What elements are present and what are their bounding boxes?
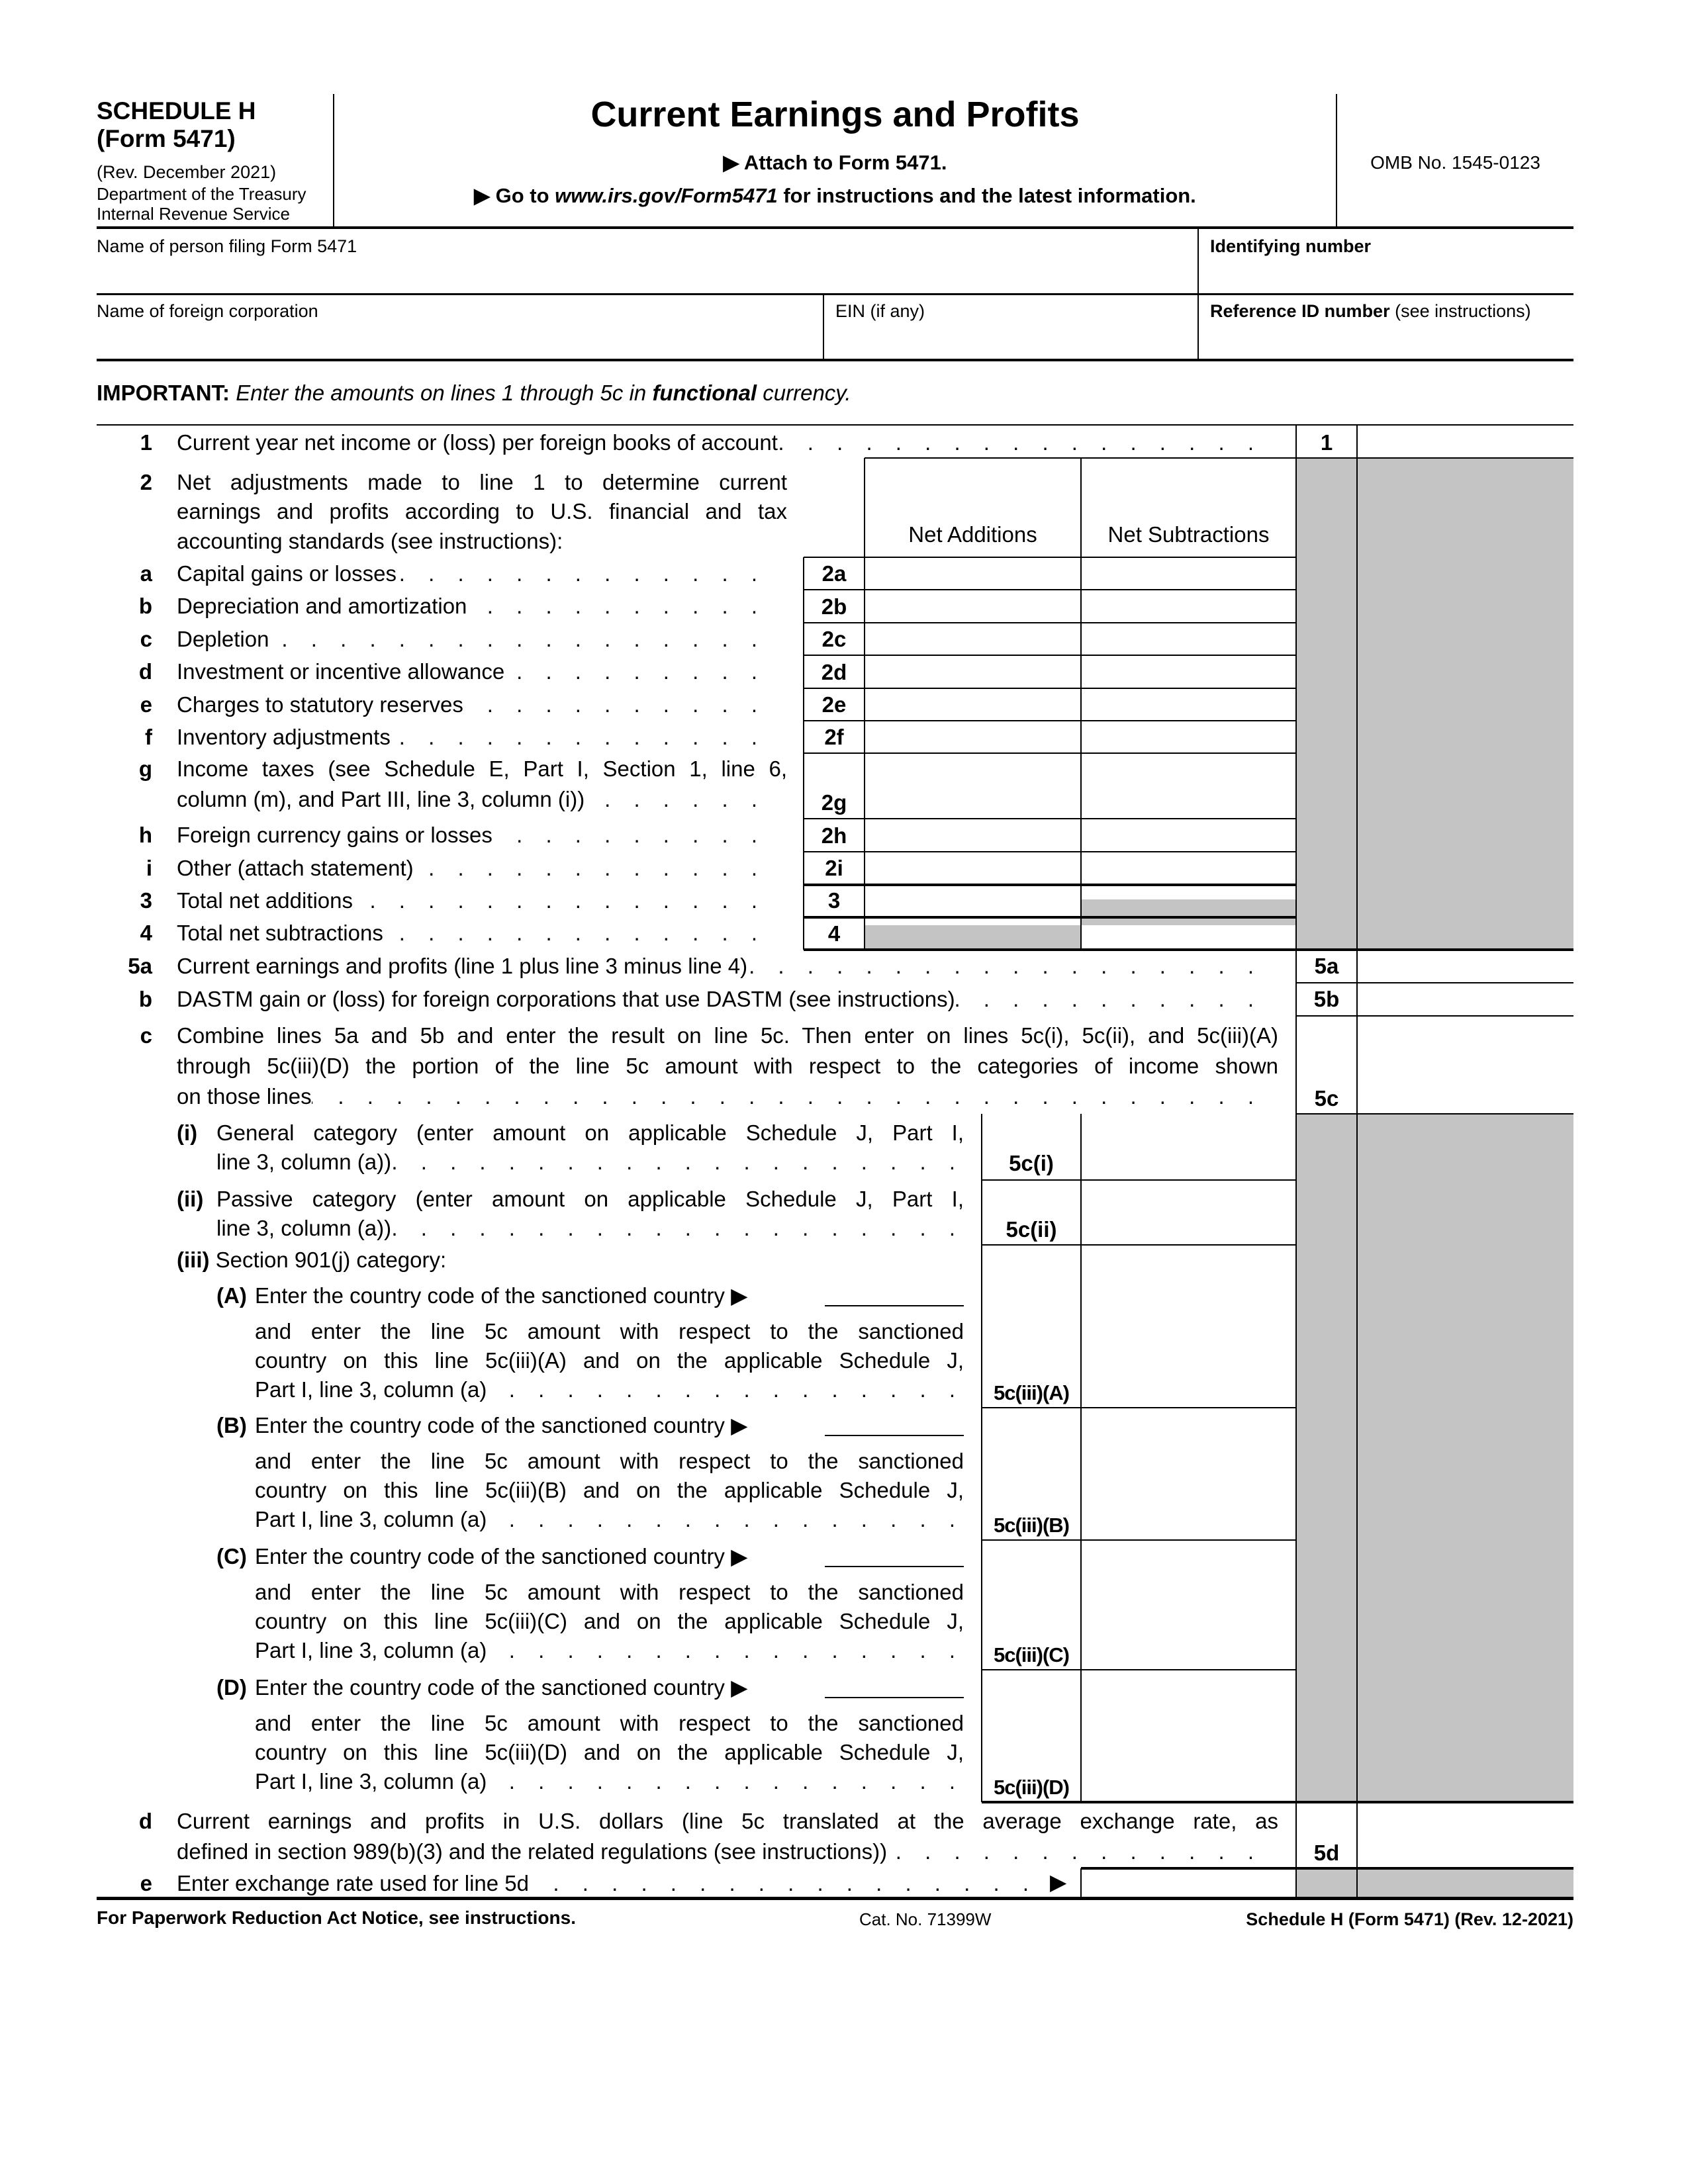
- line-label: [177, 561, 766, 587]
- right-triangle-arrow-icon: ▶: [731, 1283, 748, 1308]
- divider: [804, 655, 1296, 656]
- line-text: and enter the line 5c amount with respect to the sanctioned: [255, 1711, 964, 1735]
- net-additions-input-3[interactable]: [866, 886, 1080, 916]
- line-number: (iii): [177, 1248, 210, 1272]
- net-subtractions-input-2i[interactable]: [1082, 853, 1295, 884]
- line-box-label: 2f: [824, 725, 844, 749]
- name-filing-label: Name of person filing Form 5471: [97, 236, 357, 256]
- line-text: Part I, line 3, column (a): [255, 1769, 487, 1794]
- schedule-label: SCHEDULE H: [97, 97, 256, 124]
- dot-leader: [391, 1149, 964, 1175]
- line-5e-label: [177, 1870, 1037, 1897]
- line-text: Income taxes (see Schedule E, Part I, Section 1, line 6,: [177, 756, 787, 781]
- line-text: Enter the country code of the sanctioned country: [255, 1283, 725, 1308]
- line-5a-amount-input[interactable]: [1358, 951, 1573, 982]
- line-box-label: 2e: [821, 692, 847, 717]
- line-text: Enter the country code of the sanctioned country: [255, 1413, 725, 1437]
- line-5cii-text: Passive category (enter amount on applicable Schedule J, Part I,: [216, 1187, 964, 1211]
- line-number: c: [140, 1023, 152, 1048]
- divider: [982, 1244, 1296, 1246]
- divider: [97, 1897, 1573, 1900]
- line-text: Section 901(j) category:: [215, 1248, 447, 1272]
- line-text: Part I, line 3, column (a): [255, 1507, 487, 1531]
- dot-leader: [269, 626, 766, 653]
- line-number: (D): [216, 1675, 247, 1700]
- ref-rest: (see instructions): [1389, 301, 1531, 321]
- net-subtractions-input-2f[interactable]: [1082, 722, 1295, 752]
- foreign-corp-label: Name of foreign corporation: [97, 301, 318, 321]
- exchange-rate-input[interactable]: [1082, 1870, 1295, 1897]
- net-subtractions-header: Net Subtractions: [1107, 522, 1270, 547]
- line-5a-label: [177, 953, 1262, 979]
- line-text: defined in section 989(b)(3) and the related regulations (see instructions)): [177, 1839, 888, 1864]
- right-triangle-arrow-icon: ▶: [731, 1544, 748, 1569]
- attach-text: Attach to Form 5471.: [743, 151, 947, 174]
- country-code-label: [255, 1543, 748, 1570]
- line-1-amount-input[interactable]: [1358, 428, 1573, 458]
- line-number: (A): [216, 1283, 247, 1308]
- instructions-link[interactable]: www.irs.gov/Form5471: [555, 184, 778, 207]
- net-subtractions-input-2d[interactable]: [1082, 657, 1295, 688]
- line-text: country on this line 5c(iii)(D) and on the applicable Schedule J,: [255, 1740, 964, 1764]
- right-triangle-arrow-icon: ▶: [731, 1675, 748, 1700]
- divider: [804, 688, 1296, 689]
- line-text: Current earnings and profits (line 1 plus line 3 minus line 4): [177, 954, 748, 978]
- shaded-area: [1296, 458, 1573, 950]
- line-text: Depreciation and amortization: [177, 594, 467, 618]
- dot-leader: [504, 659, 766, 685]
- divider: [804, 851, 1296, 852]
- dot-leader: [312, 1083, 1262, 1110]
- line-box-label: 5a: [1314, 954, 1339, 978]
- line-2-text: accounting standards (see instructions):: [177, 529, 563, 553]
- line-5ciii-label: [177, 1247, 446, 1273]
- line-label: [177, 593, 766, 619]
- country-code-input[interactable]: [825, 1305, 964, 1306]
- department: Department of the Treasury: [97, 184, 306, 204]
- line-box-label: 2d: [821, 660, 847, 684]
- line-text: Depletion: [177, 627, 269, 651]
- line-text: Total net additions: [177, 888, 353, 913]
- line-5d-text: [177, 1839, 1262, 1865]
- line-box-label: 5c(iii)(A): [994, 1381, 1069, 1404]
- dot-leader: [492, 822, 766, 848]
- line-text: Enter the country code of the sanctioned country: [255, 1544, 725, 1569]
- line-box-label: 5c: [1314, 1086, 1339, 1111]
- line-number: (B): [216, 1413, 247, 1437]
- line-text: Charges to statutory reserves: [177, 692, 463, 717]
- line-number: g: [138, 756, 152, 781]
- dot-leader: [487, 1768, 964, 1795]
- line-5c-text: Combine lines 5a and 5b and enter the result on line 5c. Then enter on lines 5c(i), 5c(ii), and 5c(iii)(A): [177, 1023, 1278, 1048]
- right-triangle-arrow-icon: ▶: [731, 1413, 748, 1437]
- divider: [1080, 1868, 1082, 1898]
- line-box-label: 5c(i): [1009, 1151, 1054, 1175]
- line-text: Total net subtractions: [177, 921, 383, 945]
- page-title: Current Earnings and Profits: [590, 95, 1080, 134]
- line-5c-text: [177, 1083, 1262, 1110]
- line-label: [177, 920, 766, 946]
- line-box-label: 3: [827, 888, 841, 913]
- line-text: Other (attach statement): [177, 856, 414, 880]
- line-5cii-amount-input[interactable]: [1082, 1181, 1295, 1244]
- line-1-label: [177, 430, 1262, 456]
- line-box-label: 5b: [1313, 987, 1340, 1011]
- line-text: country on this line 5c(iii)(B) and on the applicable Schedule J,: [255, 1478, 964, 1502]
- line-box-label: 1: [1320, 430, 1333, 455]
- divider: [823, 294, 824, 360]
- line-label: [177, 692, 766, 718]
- country-code-input[interactable]: [825, 1566, 964, 1567]
- divider: [804, 622, 1296, 623]
- line-text: line 3, column (a)): [216, 1150, 392, 1174]
- line-text: Capital gains or losses: [177, 561, 397, 586]
- line-5ci-text: [216, 1149, 964, 1175]
- line-5b-amount-input[interactable]: [1358, 983, 1573, 1015]
- line-text: Current year net income or (loss) per foreign books of account: [177, 430, 778, 455]
- shaded-area: [1296, 1114, 1573, 1802]
- divider: [1296, 1113, 1573, 1115]
- net-additions-input-2e[interactable]: [866, 690, 1080, 720]
- country-code-label: [255, 1412, 748, 1439]
- line-5cii-text: [216, 1215, 964, 1242]
- instructions-note: [334, 183, 1336, 209]
- line-5d-amount-input[interactable]: [1358, 1803, 1573, 1868]
- dot-leader: [487, 1506, 964, 1533]
- sanctioned-amount-input[interactable]: [1082, 1671, 1295, 1801]
- line-5ci-amount-input[interactable]: [1082, 1115, 1295, 1179]
- line-number: d: [138, 1809, 152, 1833]
- net-additions-input-2g[interactable]: [866, 754, 1080, 818]
- divider: [982, 1407, 1296, 1408]
- dot-leader: [529, 1870, 1037, 1897]
- right-triangle-arrow-icon: ▶: [1050, 1870, 1067, 1894]
- line-label: [255, 1377, 964, 1403]
- line-number: 3: [140, 888, 152, 913]
- divider: [97, 424, 1573, 426]
- sanctioned-amount-input[interactable]: [1082, 1541, 1295, 1669]
- goto-text-rest: for instructions and the latest information.: [777, 184, 1196, 207]
- line-number: c: [140, 627, 152, 651]
- net-subtractions-input-4[interactable]: [1082, 918, 1295, 949]
- dot-leader: [778, 430, 1262, 456]
- agency: Internal Revenue Service: [97, 204, 290, 224]
- line-text: country on this line 5c(iii)(C) and on the applicable Schedule J,: [255, 1609, 964, 1633]
- arrow-icon: ▶: [474, 184, 496, 207]
- net-subtractions-input-2a[interactable]: [1082, 559, 1295, 589]
- line-text: Inventory adjustments: [177, 725, 391, 749]
- important-bold: functional: [652, 381, 757, 405]
- dot-leader: [955, 986, 1262, 1013]
- dot-leader: [887, 1839, 1262, 1865]
- dot-leader: [391, 1215, 964, 1242]
- sanctioned-amount-input[interactable]: [1082, 1246, 1295, 1407]
- dot-leader: [747, 953, 1262, 979]
- line-box-label: 2c: [821, 627, 847, 651]
- line-box-label: 2h: [821, 823, 847, 848]
- line-number: 4: [140, 921, 152, 945]
- line-label: [177, 626, 766, 653]
- line-text: and enter the line 5c amount with respect to the sanctioned: [255, 1580, 964, 1604]
- net-additions-input-2h[interactable]: [866, 820, 1080, 851]
- net-additions-input-2a[interactable]: [866, 559, 1080, 589]
- line-number: e: [140, 692, 152, 717]
- line-5ci-text: General category (enter amount on applicable Schedule J, Part I,: [216, 1120, 964, 1145]
- line-5c-amount-input[interactable]: [1358, 1017, 1573, 1113]
- line-number: 5a: [128, 954, 152, 978]
- important-text: Enter the amounts on lines 1 through 5c in: [230, 381, 653, 405]
- net-subtractions-input-2g[interactable]: [1082, 754, 1295, 818]
- line-text: country on this line 5c(iii)(A) and on the applicable Schedule J,: [255, 1348, 964, 1373]
- divider: [804, 557, 1296, 558]
- line-text: Investment or incentive allowance: [177, 659, 505, 684]
- divider: [804, 589, 1296, 590]
- net-additions-input-2c[interactable]: [866, 624, 1080, 655]
- net-additions-input-2f[interactable]: [866, 722, 1080, 752]
- line-box-label: 5c(iii)(D): [994, 1776, 1069, 1799]
- net-subtractions-input-2c[interactable]: [1082, 624, 1295, 655]
- important-note: [97, 380, 851, 406]
- net-additions-input-2d[interactable]: [866, 657, 1080, 688]
- shaded-cell: [865, 925, 1081, 950]
- dot-leader: [397, 561, 766, 587]
- line-number: f: [145, 725, 152, 749]
- net-subtractions-input-2e[interactable]: [1082, 690, 1295, 720]
- divider: [1295, 425, 1297, 1898]
- country-code-label: [255, 1674, 748, 1701]
- line-text: on those lines: [177, 1084, 312, 1109]
- divider: [1356, 425, 1358, 1898]
- net-additions-input-2i[interactable]: [866, 853, 1080, 884]
- line-text: and enter the line 5c amount with respect to the sanctioned: [255, 1319, 964, 1343]
- dot-leader: [391, 724, 766, 751]
- line-box-label: 2a: [821, 561, 847, 586]
- divider: [982, 1669, 1296, 1670]
- line-number: d: [138, 659, 152, 684]
- form-number: (Form 5471): [97, 125, 236, 152]
- line-number: b: [138, 987, 152, 1011]
- divider: [804, 720, 1296, 721]
- line-text: Part I, line 3, column (a): [255, 1377, 487, 1402]
- shaded-area: [1296, 1868, 1573, 1898]
- line-text: line 3, column (a)): [216, 1216, 392, 1240]
- line-label: [255, 1506, 964, 1533]
- line-number: (ii): [177, 1187, 204, 1211]
- line-5d-text: Current earnings and profits in U.S. dollars (line 5c translated at the average exchange rate, as: [177, 1809, 1278, 1833]
- line-box-label: 5c(iii)(C): [994, 1643, 1069, 1666]
- line-label: [177, 659, 766, 685]
- line-number: (C): [216, 1544, 247, 1569]
- net-additions-header: Net Additions: [908, 522, 1037, 547]
- important-text-end: currency.: [757, 381, 851, 405]
- line-number: a: [140, 561, 152, 586]
- line-number: e: [140, 1871, 152, 1895]
- line-box-label: 5d: [1313, 1841, 1340, 1865]
- country-code-input[interactable]: [825, 1697, 964, 1698]
- dot-leader: [463, 692, 766, 718]
- line-number: b: [138, 594, 152, 618]
- paperwork-notice: For Paperwork Reduction Act Notice, see instructions.: [97, 1907, 576, 1928]
- dot-leader: [414, 855, 766, 882]
- line-2-text: Net adjustments made to line 1 to determine current: [177, 470, 787, 494]
- line-text: and enter the line 5c amount with respect to the sanctioned: [255, 1449, 964, 1473]
- dot-leader: [585, 786, 766, 813]
- net-subtractions-input-2h[interactable]: [1082, 820, 1295, 851]
- divider: [97, 359, 1573, 361]
- country-code-label: [255, 1283, 748, 1309]
- line-box-label: 2b: [821, 594, 847, 619]
- line-number: i: [146, 856, 152, 880]
- net-subtractions-input-2b[interactable]: [1082, 591, 1295, 622]
- line-text: Enter the country code of the sanctioned country: [255, 1675, 725, 1700]
- line-number: 2: [140, 470, 152, 494]
- line-number: h: [138, 823, 152, 847]
- sanctioned-amount-input[interactable]: [1082, 1409, 1295, 1539]
- line-box-label: 5c(iii)(B): [994, 1514, 1069, 1537]
- dot-leader: [467, 593, 766, 619]
- divider: [804, 818, 1296, 819]
- dot-leader: [353, 887, 766, 914]
- net-additions-input-2b[interactable]: [866, 591, 1080, 622]
- line-5b-label: [177, 986, 1262, 1013]
- line-box-label: 2g: [821, 790, 847, 815]
- line-label: [177, 822, 766, 848]
- important-label: IMPORTANT:: [97, 381, 230, 405]
- divider: [982, 1539, 1296, 1541]
- line-5c-text: through 5c(iii)(D) the portion of the line 5c amount with respect to the categories of income shown: [177, 1054, 1278, 1078]
- catalog-number: Cat. No. 71399W: [859, 1909, 992, 1929]
- line-label: [177, 786, 766, 813]
- ref-bold: Reference ID number: [1210, 301, 1390, 321]
- line-label: [177, 887, 766, 914]
- reference-id-label: [1210, 298, 1531, 324]
- arrow-icon: ▶: [723, 151, 744, 174]
- line-box-label: 2i: [825, 856, 843, 880]
- divider: [804, 752, 1296, 754]
- line-label: [177, 724, 766, 751]
- ein-label: EIN (if any): [835, 301, 925, 321]
- line-label: [255, 1637, 964, 1664]
- line-label: [177, 855, 766, 882]
- line-text: DASTM gain or (loss) for foreign corporations that use DASTM (see instructions): [177, 987, 955, 1011]
- country-code-input[interactable]: [825, 1435, 964, 1436]
- revision-date: (Rev. December 2021): [97, 162, 277, 182]
- identifying-number-label: Identifying number: [1210, 236, 1371, 256]
- line-text: Enter exchange rate used for line 5d: [177, 1871, 530, 1895]
- footer-form-id: Schedule H (Form 5471) (Rev. 12-2021): [1246, 1909, 1573, 1929]
- divider: [865, 457, 1573, 459]
- omb-number: OMB No. 1545-0123: [1370, 152, 1540, 173]
- line-box-label: 5c(ii): [1006, 1217, 1057, 1242]
- line-2-text: earnings and profits according to U.S. financial and tax: [177, 499, 787, 523]
- line-number: 1: [140, 430, 152, 455]
- line-text: Foreign currency gains or losses: [177, 823, 492, 847]
- line-label: [255, 1768, 964, 1795]
- line-text: column (m), and Part III, line 3, column (i)): [177, 787, 585, 811]
- line-box-label: 4: [827, 921, 841, 946]
- line-text: Part I, line 3, column (a): [255, 1638, 487, 1662]
- attach-note: [334, 150, 1336, 176]
- dot-leader: [383, 920, 766, 946]
- dot-leader: [487, 1377, 964, 1403]
- line-number: (i): [177, 1120, 198, 1145]
- goto-text: Go to: [495, 184, 555, 207]
- dot-leader: [487, 1637, 964, 1664]
